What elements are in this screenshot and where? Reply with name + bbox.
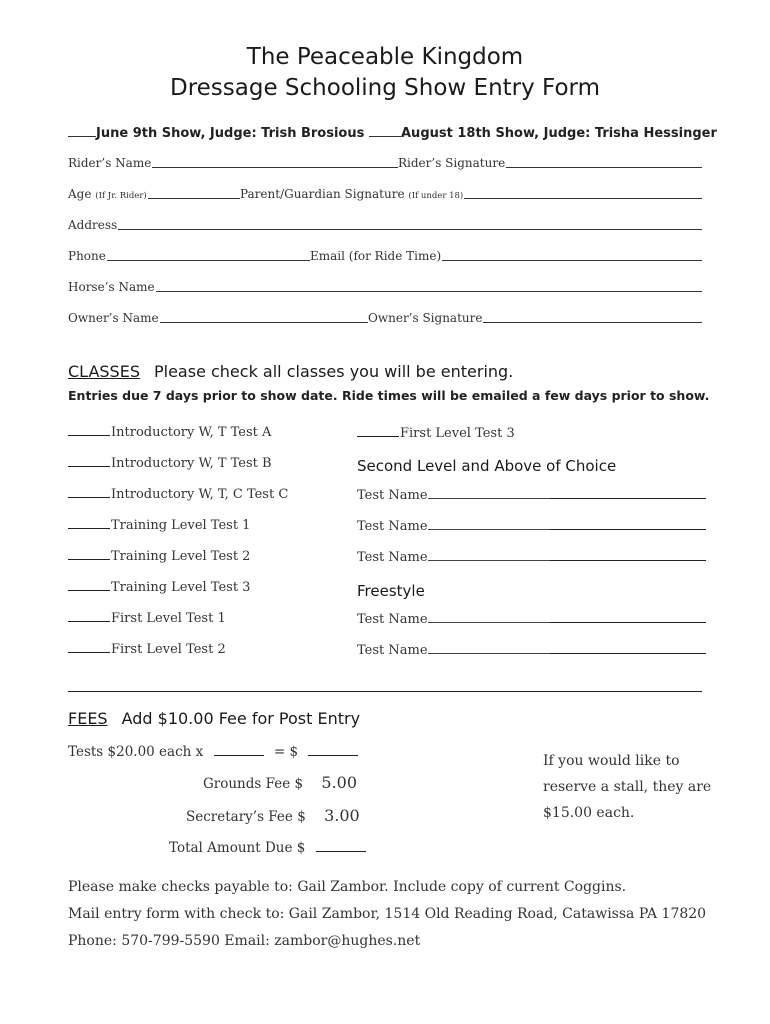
age-label: Age (If Jr. Rider) xyxy=(68,187,147,201)
owners-name-label: Owner’s Name xyxy=(68,311,159,325)
checks-payable-text: Please make checks payable to: Gail Zambor. Include copy of current Coggins. xyxy=(68,879,627,895)
riders-row xyxy=(68,152,702,170)
class-option-training-2[interactable]: Training Level Test 2 xyxy=(68,547,250,564)
section-divider xyxy=(68,691,702,692)
horse-row xyxy=(68,276,702,294)
riders-signature-field[interactable] xyxy=(492,167,702,168)
class-option-intro-b[interactable]: Introductory W, T Test B xyxy=(68,454,272,471)
second-level-test-name-1[interactable]: Test Name xyxy=(357,486,706,503)
june-check-blank[interactable] xyxy=(68,124,96,137)
mail-address-text: Mail entry form with check to: Gail Zambor, 1514 Old Reading Road, Catawissa PA 17820 xyxy=(68,906,707,922)
second-level-test-name-3[interactable]: Test Name xyxy=(357,548,706,565)
form-title: The Peaceable Kingdom xyxy=(246,44,524,70)
phone-row xyxy=(68,245,702,263)
owner-row xyxy=(68,307,702,325)
classes-instruction: Please check all classes you will be entering. xyxy=(153,362,514,381)
freestyle-test-name-1[interactable]: Test Name xyxy=(357,610,706,627)
total-label: Total Amount Due $ xyxy=(169,840,306,856)
class-option-first-3[interactable]: First Level Test 3 xyxy=(357,424,515,441)
tests-fee-label: Tests $20.00 each x xyxy=(68,744,204,760)
june-show-option[interactable] xyxy=(68,124,364,141)
august-check-blank[interactable] xyxy=(369,124,401,137)
freestyle-test-name-2[interactable]: Test Name xyxy=(357,641,706,658)
owners-signature-label: Owner’s Signature xyxy=(368,311,483,325)
phone-label: Phone xyxy=(68,249,106,263)
freestyle-heading: Freestyle xyxy=(357,582,425,600)
second-level-heading: Second Level and Above of Choice xyxy=(357,457,617,475)
august-show-label: August 18th Show, Judge: Trisha Hessinger xyxy=(401,126,717,141)
tests-equals-label: = $ xyxy=(273,744,299,760)
phone-field[interactable] xyxy=(106,260,310,261)
secretary-fee-label: Secretary’s Fee $ xyxy=(186,809,306,825)
secretary-fee-value: 3.00 xyxy=(324,806,360,825)
grounds-fee-label: Grounds Fee $ xyxy=(203,776,304,792)
class-option-intro-a[interactable]: Introductory W, T Test A xyxy=(68,423,271,440)
owners-signature-field[interactable] xyxy=(468,322,702,323)
post-entry-note: Add $10.00 Fee for Post Entry xyxy=(121,709,361,728)
class-option-first-2[interactable]: First Level Test 2 xyxy=(68,640,226,657)
horses-name-field[interactable] xyxy=(140,291,702,292)
form-subtitle: Dressage Schooling Show Entry Form xyxy=(170,75,600,101)
contact-text: Phone: 570-799-5590 Email: zambor@hughes.net xyxy=(68,933,421,949)
owners-name-field[interactable] xyxy=(144,322,368,323)
secretary-fee-row xyxy=(186,806,360,825)
tests-fee-row xyxy=(68,743,358,760)
stall-note: If you would like to reserve a stall, they are $15.00 each. xyxy=(543,753,712,821)
classes-heading: CLASSES Please check all classes you will be entering. xyxy=(68,362,514,381)
email-label: Email (for Ride Time) xyxy=(310,249,442,263)
class-option-training-1[interactable]: Training Level Test 1 xyxy=(68,516,250,533)
address-field[interactable] xyxy=(116,229,702,230)
june-show-label: June 9th Show, Judge: Trish Brosious xyxy=(96,126,365,141)
grounds-fee-value: 5.00 xyxy=(321,773,358,792)
parent-signature-field[interactable] xyxy=(448,198,702,199)
august-show-option[interactable] xyxy=(369,124,717,141)
grounds-fee-row xyxy=(203,773,357,792)
class-option-intro-c[interactable]: Introductory W, T, C Test C xyxy=(68,485,288,502)
total-amount-field[interactable] xyxy=(316,839,366,852)
email-field[interactable] xyxy=(426,260,702,261)
horses-name-label: Horse’s Name xyxy=(68,280,155,294)
class-option-training-3[interactable]: Training Level Test 3 xyxy=(68,578,250,595)
age-field[interactable] xyxy=(148,198,240,199)
tests-count-field[interactable] xyxy=(214,743,264,756)
address-label: Address xyxy=(68,218,118,232)
riders-signature-label: Rider’s Signature xyxy=(398,156,506,170)
fees-heading: FEES Add $10.00 Fee for Post Entry xyxy=(68,709,361,728)
parent-signature-label: Parent/Guardian Signature (If under 18) xyxy=(240,187,464,201)
address-row xyxy=(68,214,702,232)
class-option-first-1[interactable]: First Level Test 1 xyxy=(68,609,226,626)
age-row xyxy=(68,183,702,201)
second-level-test-name-2[interactable]: Test Name xyxy=(357,517,706,534)
riders-name-label: Rider’s Name xyxy=(68,156,152,170)
entries-note: Entries due 7 days prior to show date. Ride times will be emailed a few days prior to show. xyxy=(68,388,710,403)
total-row xyxy=(169,839,366,856)
tests-amount-field[interactable] xyxy=(308,743,358,756)
